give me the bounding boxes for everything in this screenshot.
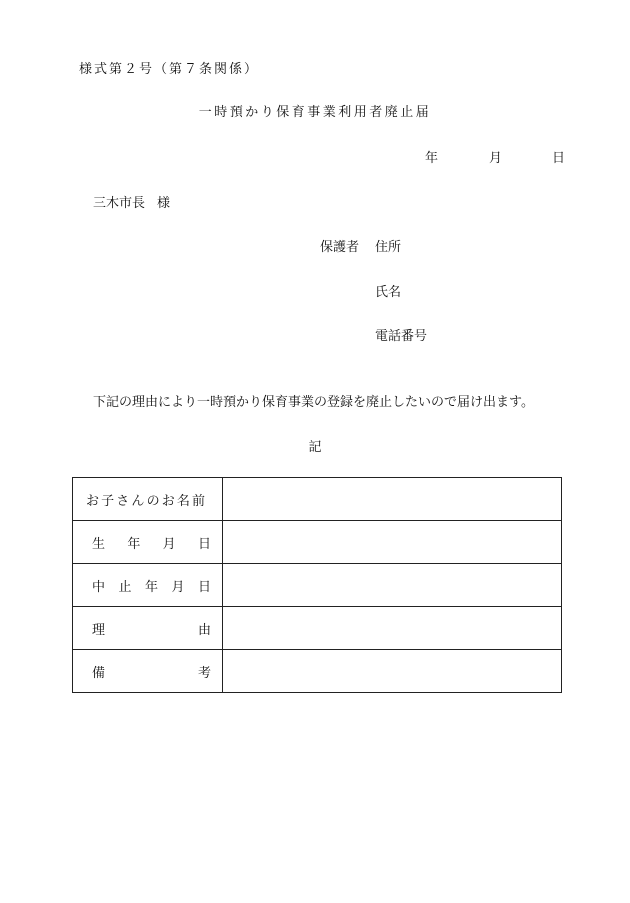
- label-char: 月: [162, 536, 176, 552]
- table-row: [73, 607, 562, 650]
- remarks-field[interactable]: [223, 650, 562, 693]
- label-char: 子: [101, 493, 115, 509]
- child-name-field[interactable]: [223, 478, 562, 521]
- day-label: 日: [552, 151, 566, 166]
- month-label: 月: [489, 151, 503, 166]
- table-row: [73, 521, 562, 564]
- label-char: 中: [92, 579, 106, 595]
- label-char: ん: [131, 493, 145, 509]
- statement-text: 下記の理由により一時預かり保育事業の登録を廃止したいので届け出ます。: [93, 395, 534, 410]
- reason-label: [73, 607, 223, 650]
- label-char: お: [161, 493, 175, 509]
- label-char: 理: [92, 622, 106, 638]
- year-label: 年: [425, 151, 439, 166]
- label-char: 前: [191, 493, 205, 509]
- form-number: 様式第２号（第７条関係）: [79, 62, 260, 77]
- label-char: 年: [127, 536, 141, 552]
- addressee: [93, 192, 170, 211]
- name-label: 氏名: [375, 285, 402, 300]
- stop-date-label: [73, 564, 223, 607]
- details-table: [72, 477, 562, 693]
- label-char: 考: [197, 665, 211, 681]
- birth-date-label: [73, 521, 223, 564]
- stop-date-field[interactable]: [223, 564, 562, 607]
- addressee-name: 三木市長: [93, 196, 146, 211]
- reason-field[interactable]: [223, 607, 562, 650]
- child-name-label: [73, 478, 223, 521]
- label-char: 日: [197, 536, 211, 552]
- address-label: 住所: [375, 240, 402, 255]
- table-row: [73, 478, 562, 521]
- phone-label: 電話番号: [375, 329, 428, 344]
- addressee-honorific: 様: [157, 196, 171, 211]
- label-char: の: [146, 493, 160, 509]
- table-row: [73, 650, 562, 693]
- label-char: 月: [171, 579, 185, 595]
- guardian-label: 保護者: [320, 240, 360, 255]
- remarks-label: [73, 650, 223, 693]
- label-char: 備: [92, 665, 106, 681]
- table-row: [73, 564, 562, 607]
- label-char: お: [86, 493, 100, 509]
- label-char: 由: [197, 622, 211, 638]
- label-char: 名: [176, 493, 190, 509]
- document-title: 一時預かり保育事業利用者廃止届: [198, 105, 432, 120]
- label-char: さ: [116, 493, 130, 509]
- label-char: 生: [92, 536, 106, 552]
- label-char: 日: [197, 579, 211, 595]
- birth-date-field[interactable]: [223, 521, 562, 564]
- label-char: 年: [144, 579, 158, 595]
- label-char: 止: [118, 579, 132, 595]
- ki-heading: 記: [308, 440, 322, 455]
